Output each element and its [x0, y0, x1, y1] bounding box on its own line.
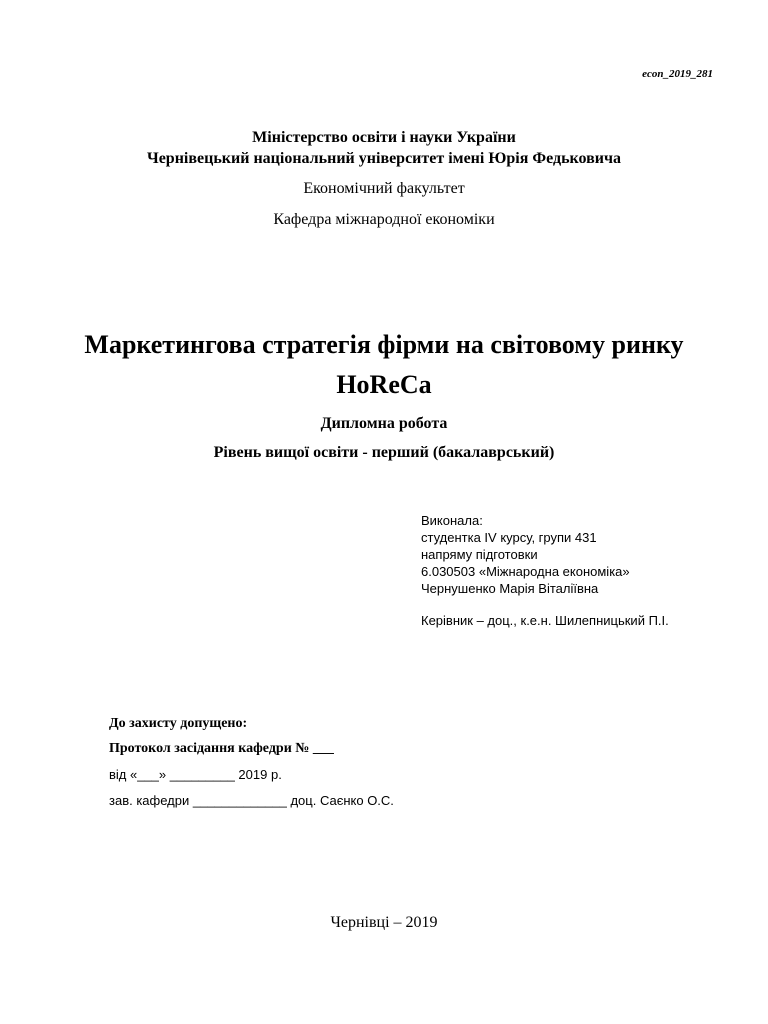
department-name: Кафедра міжнародної економіки [273, 211, 495, 228]
protocol-line: Протокол засідання кафедри № ___ [109, 741, 334, 756]
thesis-title-line2: HoReCa [336, 370, 432, 399]
city-year: Чернівці – 2019 [330, 914, 438, 931]
faculty-name: Економічний факультет [303, 180, 465, 197]
document-code: econ_2019_281 [642, 68, 713, 80]
education-level: Рівень вищої освіти - перший (бакалаврський) [213, 444, 555, 461]
author-course: студентка IV курсу, групи 431 [421, 530, 597, 545]
thesis-title-line1: Маркетингова стратегія фірми на світовому ринку [84, 330, 684, 359]
author-label: Виконала: [421, 513, 483, 528]
author-direction-label: напряму підготовки [421, 547, 538, 562]
supervisor: Керівник – доц., к.е.н. Шилепницький П.І. [421, 613, 669, 628]
date-line: від «___» _________ 2019 р. [109, 767, 282, 782]
author-direction: 6.030503 «Міжнародна економіка» [421, 564, 630, 579]
department-head-line: зав. кафедри _____________ доц. Саєнко О.С. [109, 793, 394, 808]
author-name: Чернушенко Марія Віталіївна [421, 581, 599, 596]
defense-title: До захисту допущено: [109, 716, 248, 731]
ministry-name: Міністерство освіти і науки України [252, 129, 516, 146]
author-block [421, 512, 630, 597]
work-type: Дипломна робота [320, 415, 448, 432]
university-name: Чернівецький національний університет імені Юрія Федьковича [146, 150, 622, 167]
